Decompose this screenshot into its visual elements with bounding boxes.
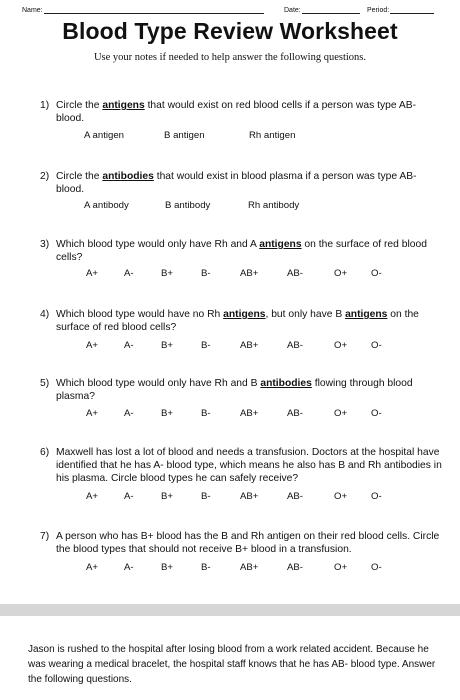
question-number: 1)	[40, 100, 50, 111]
question-2	[40, 170, 440, 196]
question-number: 6)	[40, 447, 50, 458]
option-ab-neg[interactable]: AB-	[287, 562, 303, 573]
option-o-neg[interactable]: O-	[371, 491, 382, 502]
period-line[interactable]	[390, 4, 434, 14]
option-ab-pos[interactable]: AB+	[240, 408, 259, 419]
question-text: Which blood type would only have Rh and A antigens on the surface of red blood cells?	[56, 239, 427, 263]
option-rh-antibody[interactable]: Rh antibody	[248, 200, 300, 211]
question-text: Maxwell has lost a lot of blood and needs a transfusion. Doctors at the hospital have identified that he has A- blood type, which means he also has B and Rh antibodies in his plasma. Circle blood types he can safely receive?	[56, 447, 442, 484]
option-ab-pos[interactable]: AB+	[240, 562, 259, 573]
question-text: Circle the antibodies that would exist in blood plasma if a person was type AB- blood.	[56, 171, 417, 195]
question-number: 2)	[40, 171, 50, 182]
question-3-options	[0, 268, 460, 281]
option-a-neg[interactable]: A-	[124, 408, 134, 419]
option-a-pos[interactable]: A+	[86, 562, 99, 573]
keyword: antigens	[223, 309, 266, 320]
question-number: 3)	[40, 239, 50, 250]
keyword: antibodies	[102, 171, 154, 182]
scenario-passage: Jason is rushed to the hospital after losing blood from a work related accident. Because he was wearing a medical bracelet, the hospital staff knows that he has AB- blood type. Answer the following questions.	[28, 644, 436, 685]
option-a-neg[interactable]: A-	[124, 340, 134, 351]
question-7-options	[0, 562, 460, 575]
question-3	[40, 238, 440, 264]
option-a-pos[interactable]: A+	[86, 491, 99, 502]
option-o-neg[interactable]: O-	[371, 268, 382, 279]
option-o-pos[interactable]: O+	[334, 491, 348, 502]
option-ab-pos[interactable]: AB+	[240, 491, 259, 502]
name-label: Name:	[22, 7, 43, 14]
keyword: antigens	[259, 239, 302, 250]
option-b-neg[interactable]: B-	[201, 268, 211, 279]
period-field	[367, 4, 434, 14]
question-text: Which blood type would only have Rh and B antibodies flowing through blood plasma?	[56, 378, 413, 402]
date-label: Date:	[284, 7, 301, 14]
period-label: Period:	[367, 7, 390, 14]
option-o-pos[interactable]: O+	[334, 562, 348, 573]
keyword: antibodies	[260, 378, 312, 389]
option-ab-neg[interactable]: AB-	[287, 340, 303, 351]
question-1	[40, 99, 440, 125]
option-o-pos[interactable]: O+	[334, 408, 348, 419]
option-o-neg[interactable]: O-	[371, 408, 382, 419]
question-number: 4)	[40, 309, 50, 320]
option-a-pos[interactable]: A+	[86, 268, 99, 279]
question-number: 5)	[40, 378, 50, 389]
option-b-pos[interactable]: B+	[161, 562, 174, 573]
option-b-pos[interactable]: B+	[161, 340, 174, 351]
question-text: A person who has B+ blood has the B and Rh antigen on their red blood cells. Circle the blood types that should not receive B+ blood in a transfusion.	[56, 531, 440, 555]
option-o-neg[interactable]: O-	[371, 340, 382, 351]
name-field	[22, 4, 264, 14]
option-b-neg[interactable]: B-	[201, 491, 211, 502]
worksheet-header	[22, 4, 442, 18]
question-text: Which blood type would have no Rh antigens, but only have B antigens on the surface of red blood cells?	[56, 309, 419, 333]
option-a-pos[interactable]: A+	[86, 408, 99, 419]
option-ab-pos[interactable]: AB+	[240, 268, 259, 279]
option-b-antibody[interactable]: B antibody	[165, 200, 211, 211]
option-ab-neg[interactable]: AB-	[287, 491, 303, 502]
question-6-options	[0, 491, 460, 504]
option-b-neg[interactable]: B-	[201, 408, 211, 419]
option-a-antibody[interactable]: A antibody	[84, 200, 129, 211]
page-subtitle: Use your notes if needed to help answer the following questions.	[93, 52, 367, 63]
option-a-antigen[interactable]: A antigen	[84, 130, 125, 141]
option-a-neg[interactable]: A-	[124, 491, 134, 502]
option-b-pos[interactable]: B+	[161, 491, 174, 502]
option-a-pos[interactable]: A+	[86, 340, 99, 351]
section-divider	[0, 604, 460, 616]
option-a-neg[interactable]: A-	[124, 268, 134, 279]
page-title: Blood Type Review Worksheet	[62, 18, 398, 44]
question-5-options	[0, 408, 460, 421]
keyword: antigens	[345, 309, 388, 320]
date-field	[284, 4, 360, 14]
option-o-pos[interactable]: O+	[334, 268, 348, 279]
option-rh-antigen[interactable]: Rh antigen	[249, 130, 296, 141]
option-b-neg[interactable]: B-	[201, 562, 211, 573]
question-2-options	[0, 200, 460, 213]
question-number: 7)	[40, 531, 50, 542]
name-line[interactable]	[44, 4, 264, 14]
option-a-neg[interactable]: A-	[124, 562, 134, 573]
option-ab-neg[interactable]: AB-	[287, 268, 303, 279]
keyword: antigens	[102, 100, 145, 111]
question-text: Circle the antigens that would exist on red blood cells if a person was type AB- blood.	[56, 100, 417, 124]
question-6	[40, 446, 446, 485]
option-o-neg[interactable]: O-	[371, 562, 382, 573]
option-b-neg[interactable]: B-	[201, 340, 211, 351]
question-1-options	[0, 130, 460, 143]
option-b-pos[interactable]: B+	[161, 408, 174, 419]
question-4-options	[0, 340, 460, 353]
option-ab-pos[interactable]: AB+	[240, 340, 259, 351]
option-o-pos[interactable]: O+	[334, 340, 348, 351]
date-line[interactable]	[302, 4, 360, 14]
option-b-antigen[interactable]: B antigen	[164, 130, 205, 141]
option-ab-neg[interactable]: AB-	[287, 408, 303, 419]
question-4	[40, 308, 440, 334]
option-b-pos[interactable]: B+	[161, 268, 174, 279]
question-7	[40, 530, 446, 556]
question-5	[40, 377, 440, 403]
